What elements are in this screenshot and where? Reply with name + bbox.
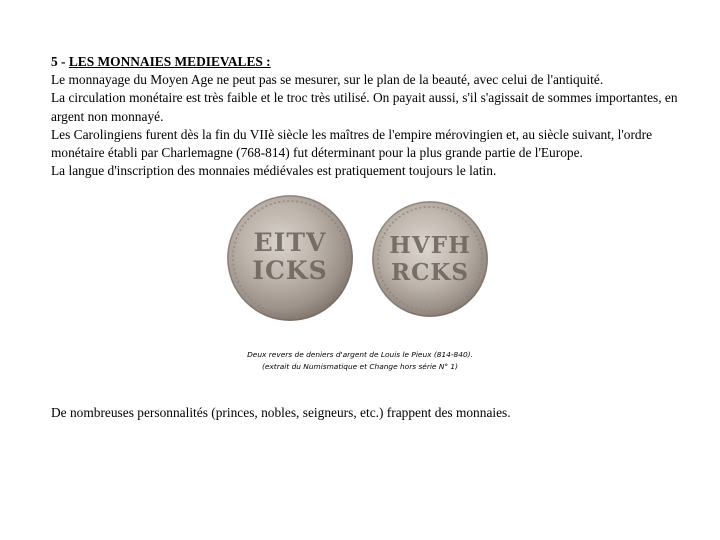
intro-text-block [51,53,691,180]
coin-left-line1: EITV [253,228,327,257]
caption-line-2: (extrait du Numismatique et Change hors série N° 1) [262,362,458,371]
section-heading [51,53,691,71]
image-caption [150,349,570,373]
caption-line-1: Deux revers de deniers d'argent de Louis le Pieux (814-840). [247,350,473,359]
paragraph-carolingians: Les Carolingiens furent dès la fin du VIIè siècle les maîtres de l'empire mérovingien et, au siècle suivant, l'ordre monétaire établi par Charlemagne (768-814) fut déterminant pour la plus grande partie de l'Europe. [51,126,653,161]
paragraph-circulation: La circulation monétaire est très faible et le troc très utilisé. On payait aussi, s'il s'agissait de sommes importantes, en argent non monnayé. [51,90,678,124]
coin-right-line2: RCKS [390,259,470,286]
paragraph-latin: La langue d'inscription des monnaies médiévales est pratiquement toujours le latin. [51,163,497,179]
coin-right [372,201,488,317]
coins-photo [218,187,503,337]
coin-left-line2: ICKS [252,256,328,285]
section-title: LES MONNAIES MEDIEVALES : [68,54,271,69]
paragraph-beauty: Le monnayage du Moyen Age ne peut pas se mesurer, sur le plan de la beauté, avec celui de l'antiquité. [51,72,604,88]
coin-right-line1: HVFH [389,232,471,259]
coin-left [227,195,353,321]
paragraph-personalities: De nombreuses personnalités (princes, nobles, seigneurs, etc.) frappent des monnaies. [51,405,511,420]
section-number: 5 - [51,54,69,69]
